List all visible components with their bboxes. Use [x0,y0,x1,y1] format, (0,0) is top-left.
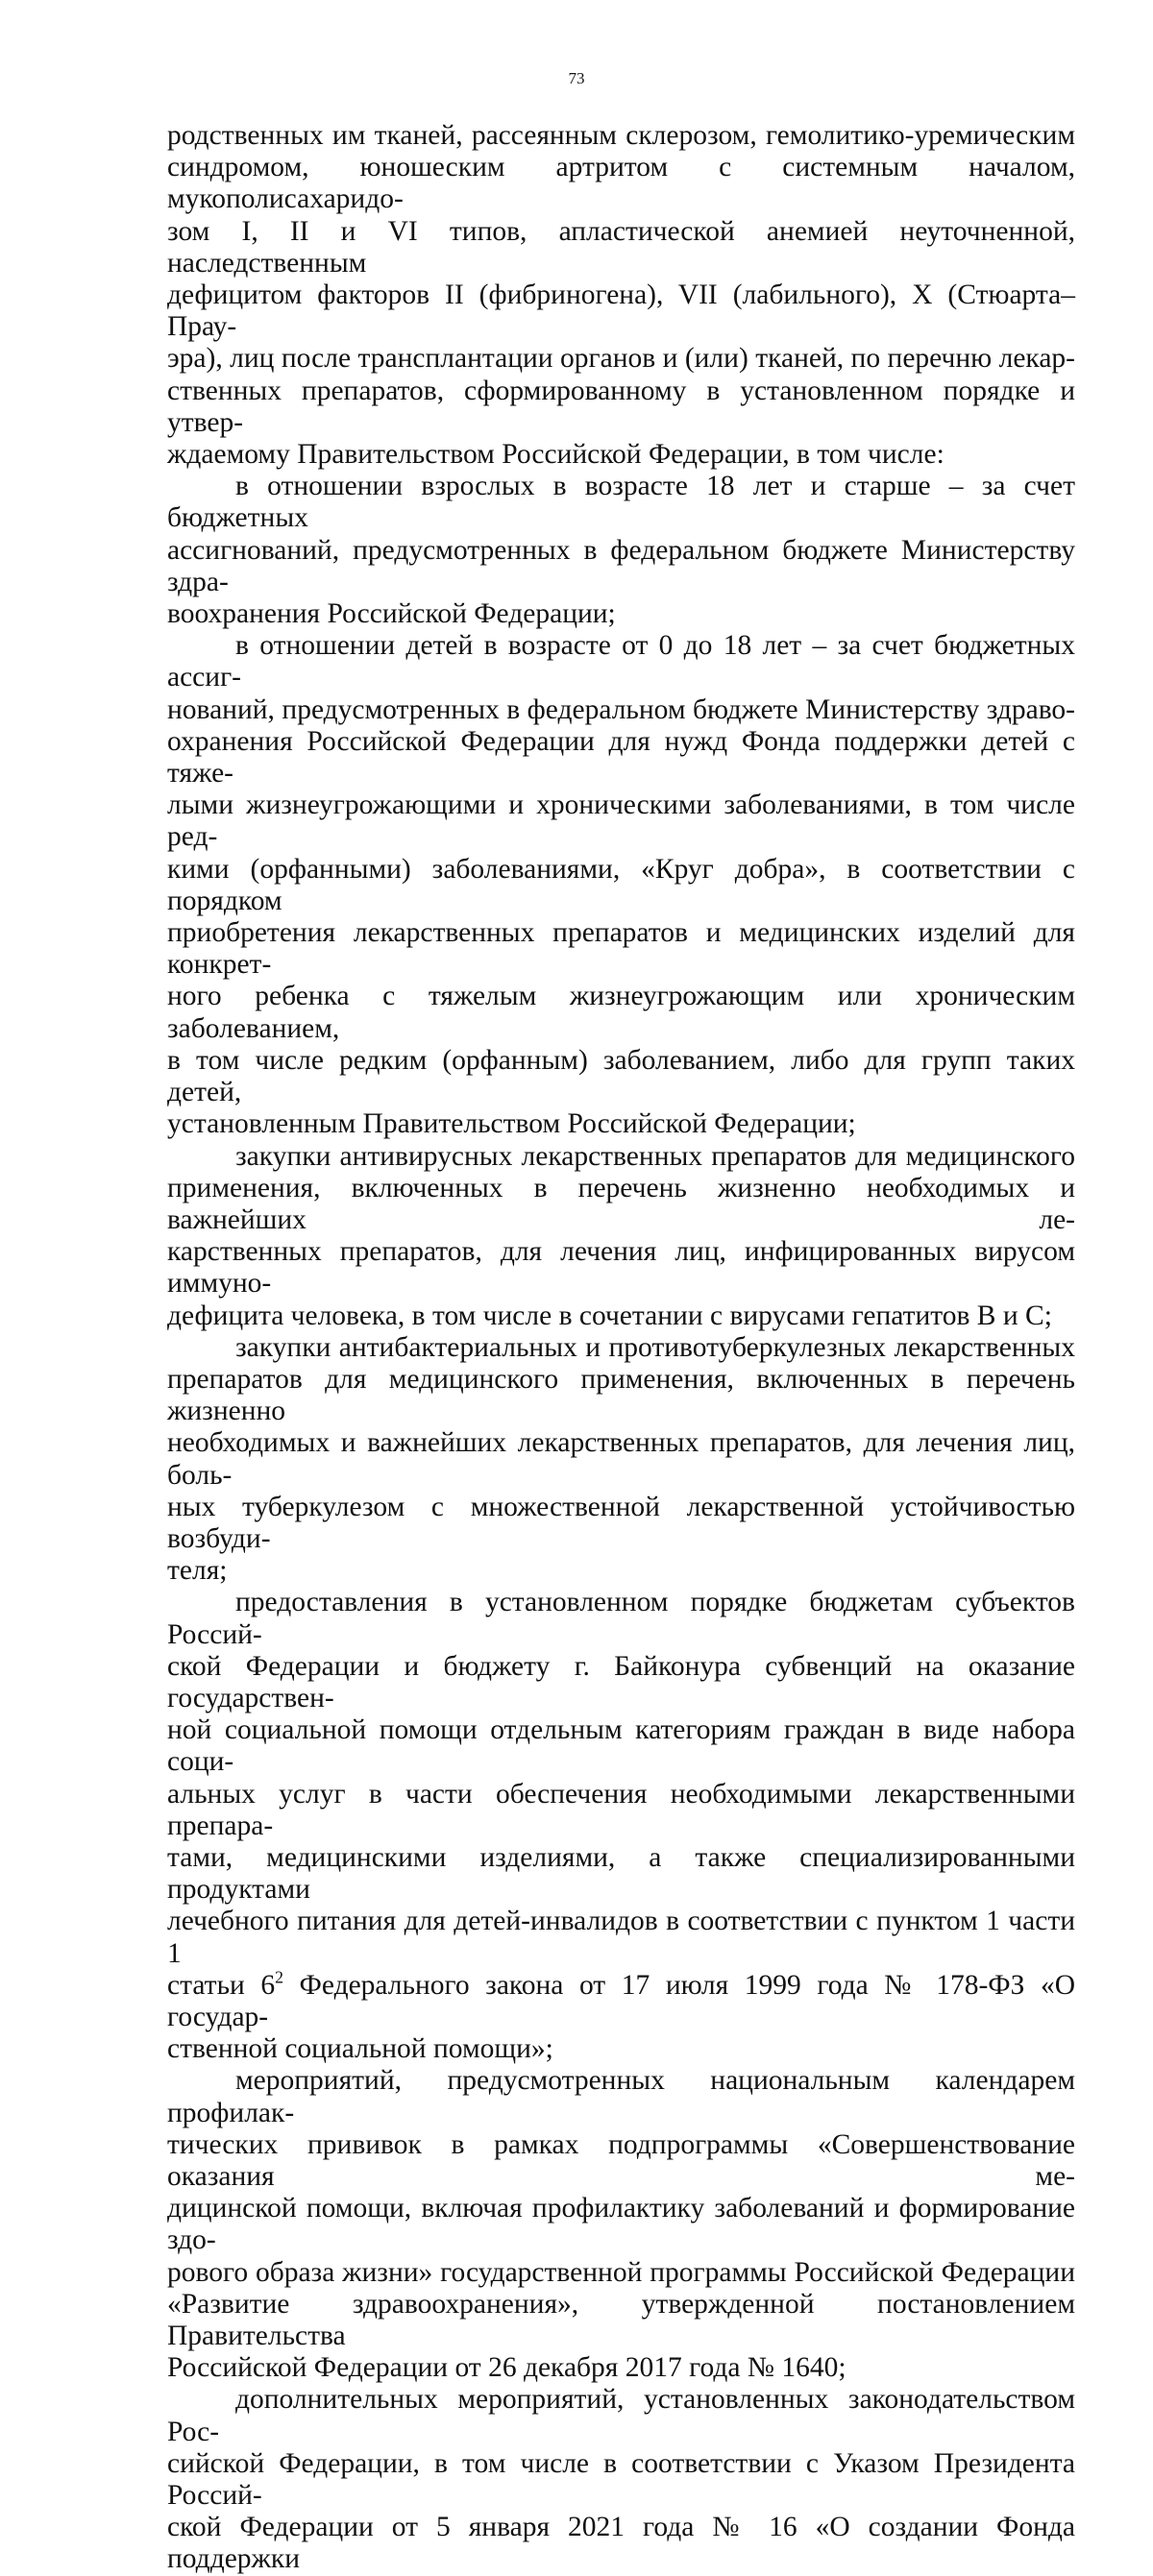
text-line: установленным Правительством Российской Федерации; [167,1108,856,1140]
text-line: приобретения лекарственных препаратов и медицинских изделий для конкрет- [167,917,1075,981]
paragraph-subventions [167,1587,1075,2065]
text-line: ственных препаратов, сформированному в установленном порядке и утвер- [167,375,1075,438]
text-line: закупки антибактериальных и противотуберкулезных лекарственных [235,1331,1075,1363]
text-line: ного ребенка с тяжелым жизнеугрожающим или хроническим заболеванием, [167,981,1075,1044]
text-line: «Развитие здравоохранения», утвержденной постановлением Правительства [167,2288,1075,2352]
text-line: лечебного питания для детей-инвалидов в соответствии с пунктом 1 части 1 [167,1906,1075,1969]
text-line: зом I, II и VI типов, апластической анемией неуточненной, наследственным [167,215,1075,279]
paragraph-children [167,630,1075,1140]
text-line: дополнительных мероприятий, установленных законодательством Рос- [167,2384,1075,2447]
text-line: дицинской помощи, включая профилактику заболеваний и формирование здо- [167,2193,1075,2256]
text-fragment: статьи 6 [167,1969,276,2001]
page-number: 73 [568,69,585,87]
text-line: ной социальной помощи отдельным категориям граждан в виде набора соци- [167,1714,1075,1778]
text-line: в том числе редким (орфанным) заболеванием, либо для групп таких детей, [167,1044,1075,1108]
text-line: Российской Федерации от 26 декабря 2017 года № 1640; [167,2352,846,2384]
text-line [167,1967,1075,2033]
text-line: синдромом, юношеским артритом с системным началом, мукополисахаридо- [167,152,1075,215]
document-body [167,120,1075,2576]
text-line: родственных им тканей, рассеянным склерозом, гемолитико-уремическим [167,120,1075,151]
text-line: дефицитом факторов II (фибриногена), VII (лабильного), X (Стюарта–Прау- [167,279,1075,343]
superscript: 2 [275,1967,283,1987]
text-line: закупки антивирусных лекарственных препаратов для медицинского [235,1140,1075,1172]
text-line: в отношении детей в возрасте от 0 до 18 лет – за счет бюджетных ассиг- [167,630,1075,693]
text-line: препаратов для медицинского применения, включенных в перечень жизненно [167,1363,1075,1427]
text-line: ской Федерации и бюджету г. Байконура субвенций на оказание государствен- [167,1650,1075,1713]
text-line: нований, предусмотренных в федеральном бюджете Министерству здраво- [167,693,1075,725]
text-line: сийской Федерации, в том числе в соответствии с Указом Президента Россий- [167,2447,1075,2512]
paragraph-antibacterial [167,1332,1075,1588]
text-line: в отношении взрослых в возрасте 18 лет и старше – за счет бюджетных [167,471,1075,534]
text-line: предоставления в установленном порядке бюджетам субъектов Россий- [167,1587,1075,1650]
text-line: рового образа жизни» государственной программы Российской Федерации [167,2256,1075,2288]
text-line: кими (орфанными) заболеваниями, «Круг добра», в соответствии с порядком [167,853,1075,916]
text-line: теля; [167,1555,228,1587]
text-line: альных услуг в части обеспечения необходимыми лекарственными препара- [167,1778,1075,1841]
text-line: охранения Российской Федерации для нужд Фонда поддержки детей с тяже- [167,725,1075,790]
text-line: применения, включенных в перечень жизненно необходимых и важнейших ле- [167,1172,1075,1235]
paragraph-intro-continued [167,120,1075,471]
text-line: необходимых и важнейших лекарственных препаратов, для лечения лиц, боль- [167,1427,1075,1491]
text-line: дефицита человека, в том числе в сочетании с вирусами гепатитов B и C; [167,1300,1052,1331]
text-line: мероприятий, предусмотренных национальным календарем профилак- [167,2065,1075,2128]
text-line: ных туберкулезом с множественной лекарственной устойчивостью возбуди- [167,1491,1075,1554]
text-line: эра), лиц после трансплантации органов и (или) тканей, по перечню лекар- [167,343,1075,375]
text-line: воохранения Российской Федерации; [167,598,616,630]
text-line: карственных препаратов, для лечения лиц, инфицированных вирусом иммуно- [167,1236,1075,1300]
text-line: ассигнований, предусмотренных в федеральном бюджете Министерству здра- [167,534,1075,597]
paragraph-vaccination [167,2065,1075,2384]
paragraph-antiviral [167,1141,1075,1332]
text-line: лыми жизнеугрожающими и хроническими заболеваниями, в том числе ред- [167,790,1075,853]
paragraph-additional-measures [167,2384,1075,2575]
text-line: ской Федерации от 5 января 2021 года № 16 «О создании Фонда поддержки [167,2512,1075,2575]
text-line: ждаемому Правительством Российской Федерации, в том числе: [167,439,944,471]
text-line: ственной социальной помощи»; [167,2033,553,2065]
paragraph-adults [167,471,1075,630]
text-line: тических прививок в рамках подпрограммы «Совершенствование оказания ме- [167,2128,1075,2192]
text-line: тами, медицинскими изделиями, а также специализированными продуктами [167,1841,1075,1906]
text-fragment: Федерального закона от 17 июля 1999 года № 178-ФЗ «О государ- [167,1969,1075,2032]
